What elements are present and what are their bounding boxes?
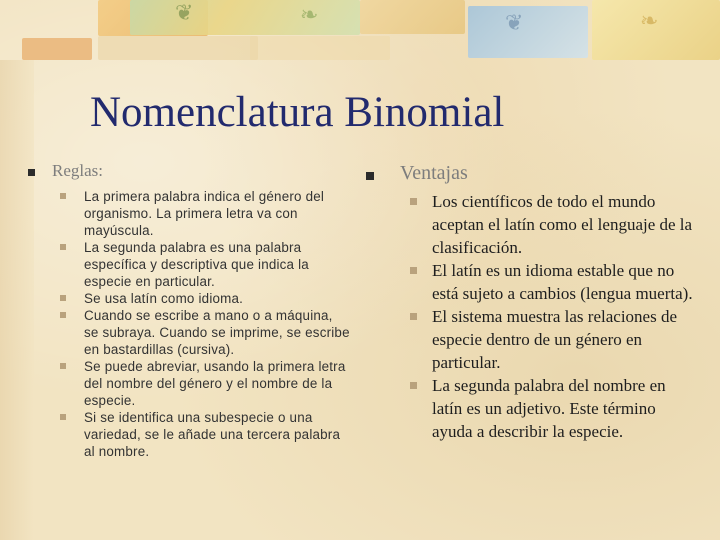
leaf-icon: ❦	[505, 10, 524, 35]
leaf-icon: ❧	[640, 8, 659, 33]
list-item-text: La segunda palabra del nombre en latín es un adjetivo. Este término ayuda a describir la especie.	[432, 376, 666, 441]
rules-heading: Reglas:	[52, 161, 103, 180]
list-item-text: El sistema muestra las relaciones de especie dentro de un género en particular.	[432, 307, 677, 372]
list-item-text: Se usa latín como idioma.	[84, 291, 244, 306]
square-bullet-icon	[410, 267, 417, 274]
decorative-tile	[360, 0, 465, 34]
square-bullet-icon	[60, 193, 66, 199]
advantages-heading-item	[366, 160, 698, 186]
leaf-icon: ❦	[175, 0, 194, 25]
list-item	[28, 358, 350, 409]
list-item-text: La segunda palabra es una palabra específica y descriptiva que indica la especie en particular.	[84, 240, 309, 289]
advantages-column	[366, 160, 698, 443]
square-bullet-icon	[60, 414, 66, 420]
square-bullet-icon	[410, 313, 417, 320]
decorative-tile	[468, 6, 588, 58]
list-item	[28, 409, 350, 460]
list-item-text: Si se identifica una subespecie o una variedad, se le añade una tercera palabra al nombre.	[84, 410, 341, 459]
list-item-text: Los científicos de todo el mundo aceptan el latín como el lenguaje de la clasificación.	[432, 192, 693, 257]
list-item	[28, 239, 350, 290]
square-bullet-icon	[60, 295, 66, 301]
decorative-tile	[98, 36, 258, 60]
square-bullet-icon	[60, 363, 66, 369]
slide-title: Nomenclatura Binomial	[90, 89, 505, 136]
list-item	[366, 305, 698, 374]
decorative-tile	[130, 0, 360, 35]
square-bullet-icon	[60, 244, 66, 250]
rules-list	[28, 188, 350, 460]
rules-heading-item	[28, 160, 350, 182]
square-bullet-icon	[28, 169, 35, 176]
list-item-text: La primera palabra indica el género del organismo. La primera letra va con mayúscula.	[84, 189, 325, 238]
square-bullet-icon	[410, 382, 417, 389]
advantages-list	[366, 190, 698, 443]
list-item	[366, 259, 698, 305]
advantages-heading: Ventajas	[400, 162, 468, 184]
decorative-tile	[22, 38, 92, 60]
decorative-tile	[250, 36, 390, 60]
list-item	[28, 290, 350, 307]
square-bullet-icon	[60, 312, 66, 318]
list-item	[28, 188, 350, 239]
list-item-text: Cuando se escribe a mano o a máquina, se subraya. Cuando se imprime, se escribe en bastardillas (cursiva).	[84, 308, 350, 357]
list-item	[28, 307, 350, 358]
list-item-text: Se puede abreviar, usando la primera letra del nombre del género y el nombre de la especie.	[84, 359, 346, 408]
list-item-text: El latín es un idioma estable que no está sujeto a cambios (lengua muerta).	[432, 261, 693, 303]
list-item	[366, 374, 698, 443]
list-item	[366, 190, 698, 259]
square-bullet-icon	[366, 172, 374, 180]
rules-column	[28, 160, 350, 460]
square-bullet-icon	[410, 198, 417, 205]
leaf-icon: ❧	[300, 2, 319, 27]
